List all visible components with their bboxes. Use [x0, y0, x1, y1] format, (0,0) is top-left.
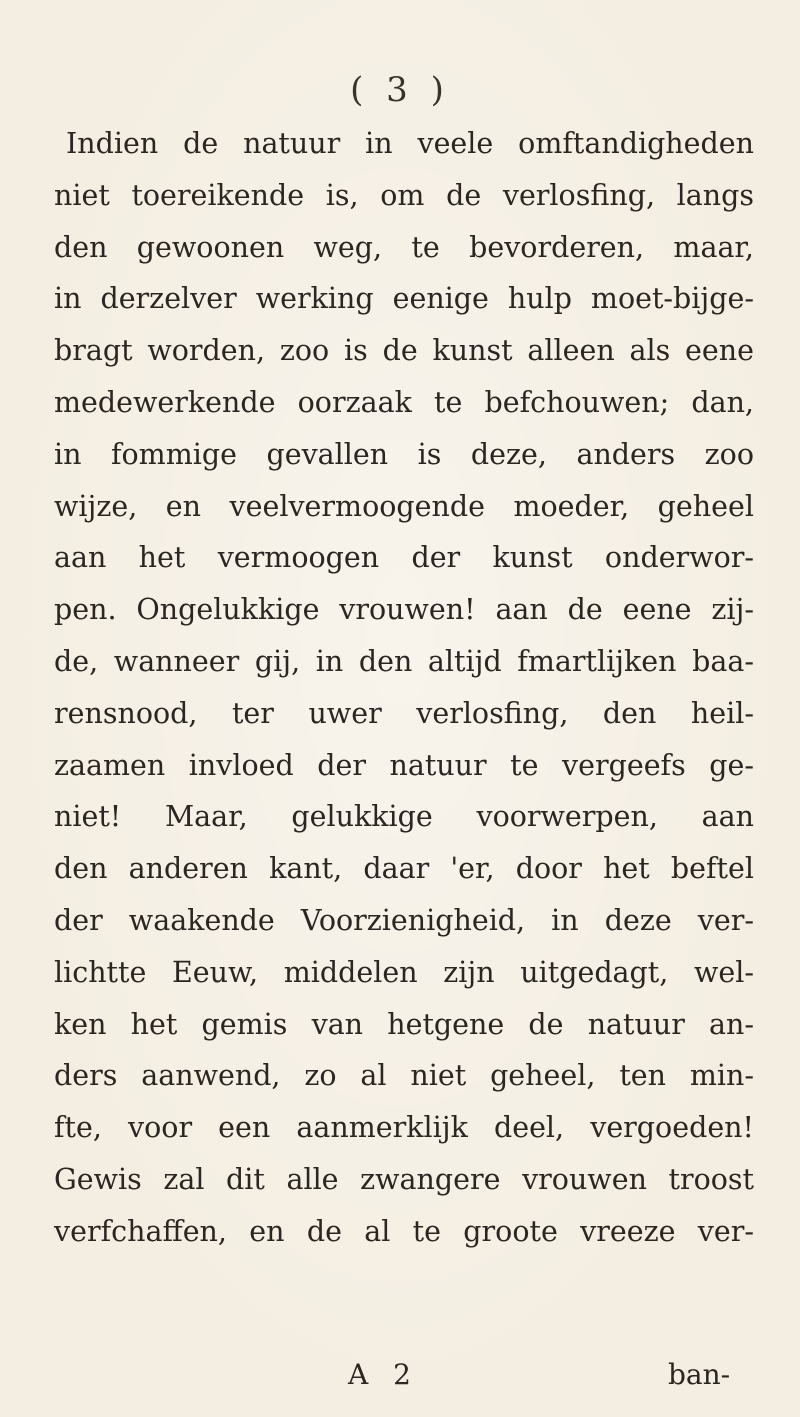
text-line: in derzelver werking eenige hulp moet-bijge- — [54, 282, 754, 316]
text-line: niet! Maar, gelukkige voorwerpen, aan — [54, 800, 754, 834]
text-line: wijze, en veelvermoogende moeder, geheel — [54, 489, 754, 523]
text-line: niet toereikende is, om de verlosfing, langs — [54, 178, 754, 212]
text-line: verfchaffen, en de al te groote vreeze ver- — [54, 1214, 754, 1248]
text-line: lichtte Eeuw, middelen zijn uitgedagt, wel- — [54, 955, 754, 989]
text-line: Gewis zal dit alle zwangere vrouwen troost — [54, 1162, 754, 1196]
catchword: ban- — [668, 1358, 731, 1391]
text-line: Indien de natuur in veele omftandigheden — [66, 127, 754, 160]
text-line: medewerkende oorzaak te befchouwen; dan, — [54, 385, 754, 419]
signature-mark: A 2 — [348, 1358, 419, 1391]
text-line: aan het vermoogen der kunst onderwor- — [54, 541, 754, 575]
text-line: pen. Ongelukkige vrouwen! aan de eene zij- — [54, 593, 754, 627]
text-line: de, wanneer gij, in den altijd fmartlijken baa- — [54, 644, 754, 678]
text-line: den gewoonen weg, te bevorderen, maar, — [54, 230, 754, 264]
text-line: ken het gemis van hetgene de natuur an- — [54, 1007, 754, 1041]
text-line: zaamen invloed der natuur te vergeefs ge- — [54, 748, 754, 782]
page-footer — [0, 1358, 800, 1398]
page-number: ( 3 ) — [350, 70, 450, 110]
text-line: fte, voor een aanmerklijk deel, vergoeden! — [54, 1111, 754, 1145]
text-line: der waakende Voorzienigheid, in deze ver- — [54, 903, 754, 937]
text-line: ders aanwend, zo al niet geheel, ten min- — [54, 1059, 754, 1093]
body-text — [54, 118, 754, 1258]
text-line: bragt worden, zoo is de kunst alleen als eene — [54, 334, 754, 368]
text-line: rensnood, ter uwer verlosfing, den heil- — [54, 696, 754, 730]
text-line: den anderen kant, daar 'er, door het beftel — [54, 852, 754, 886]
text-line: in fommige gevallen is deze, anders zoo — [54, 437, 754, 471]
